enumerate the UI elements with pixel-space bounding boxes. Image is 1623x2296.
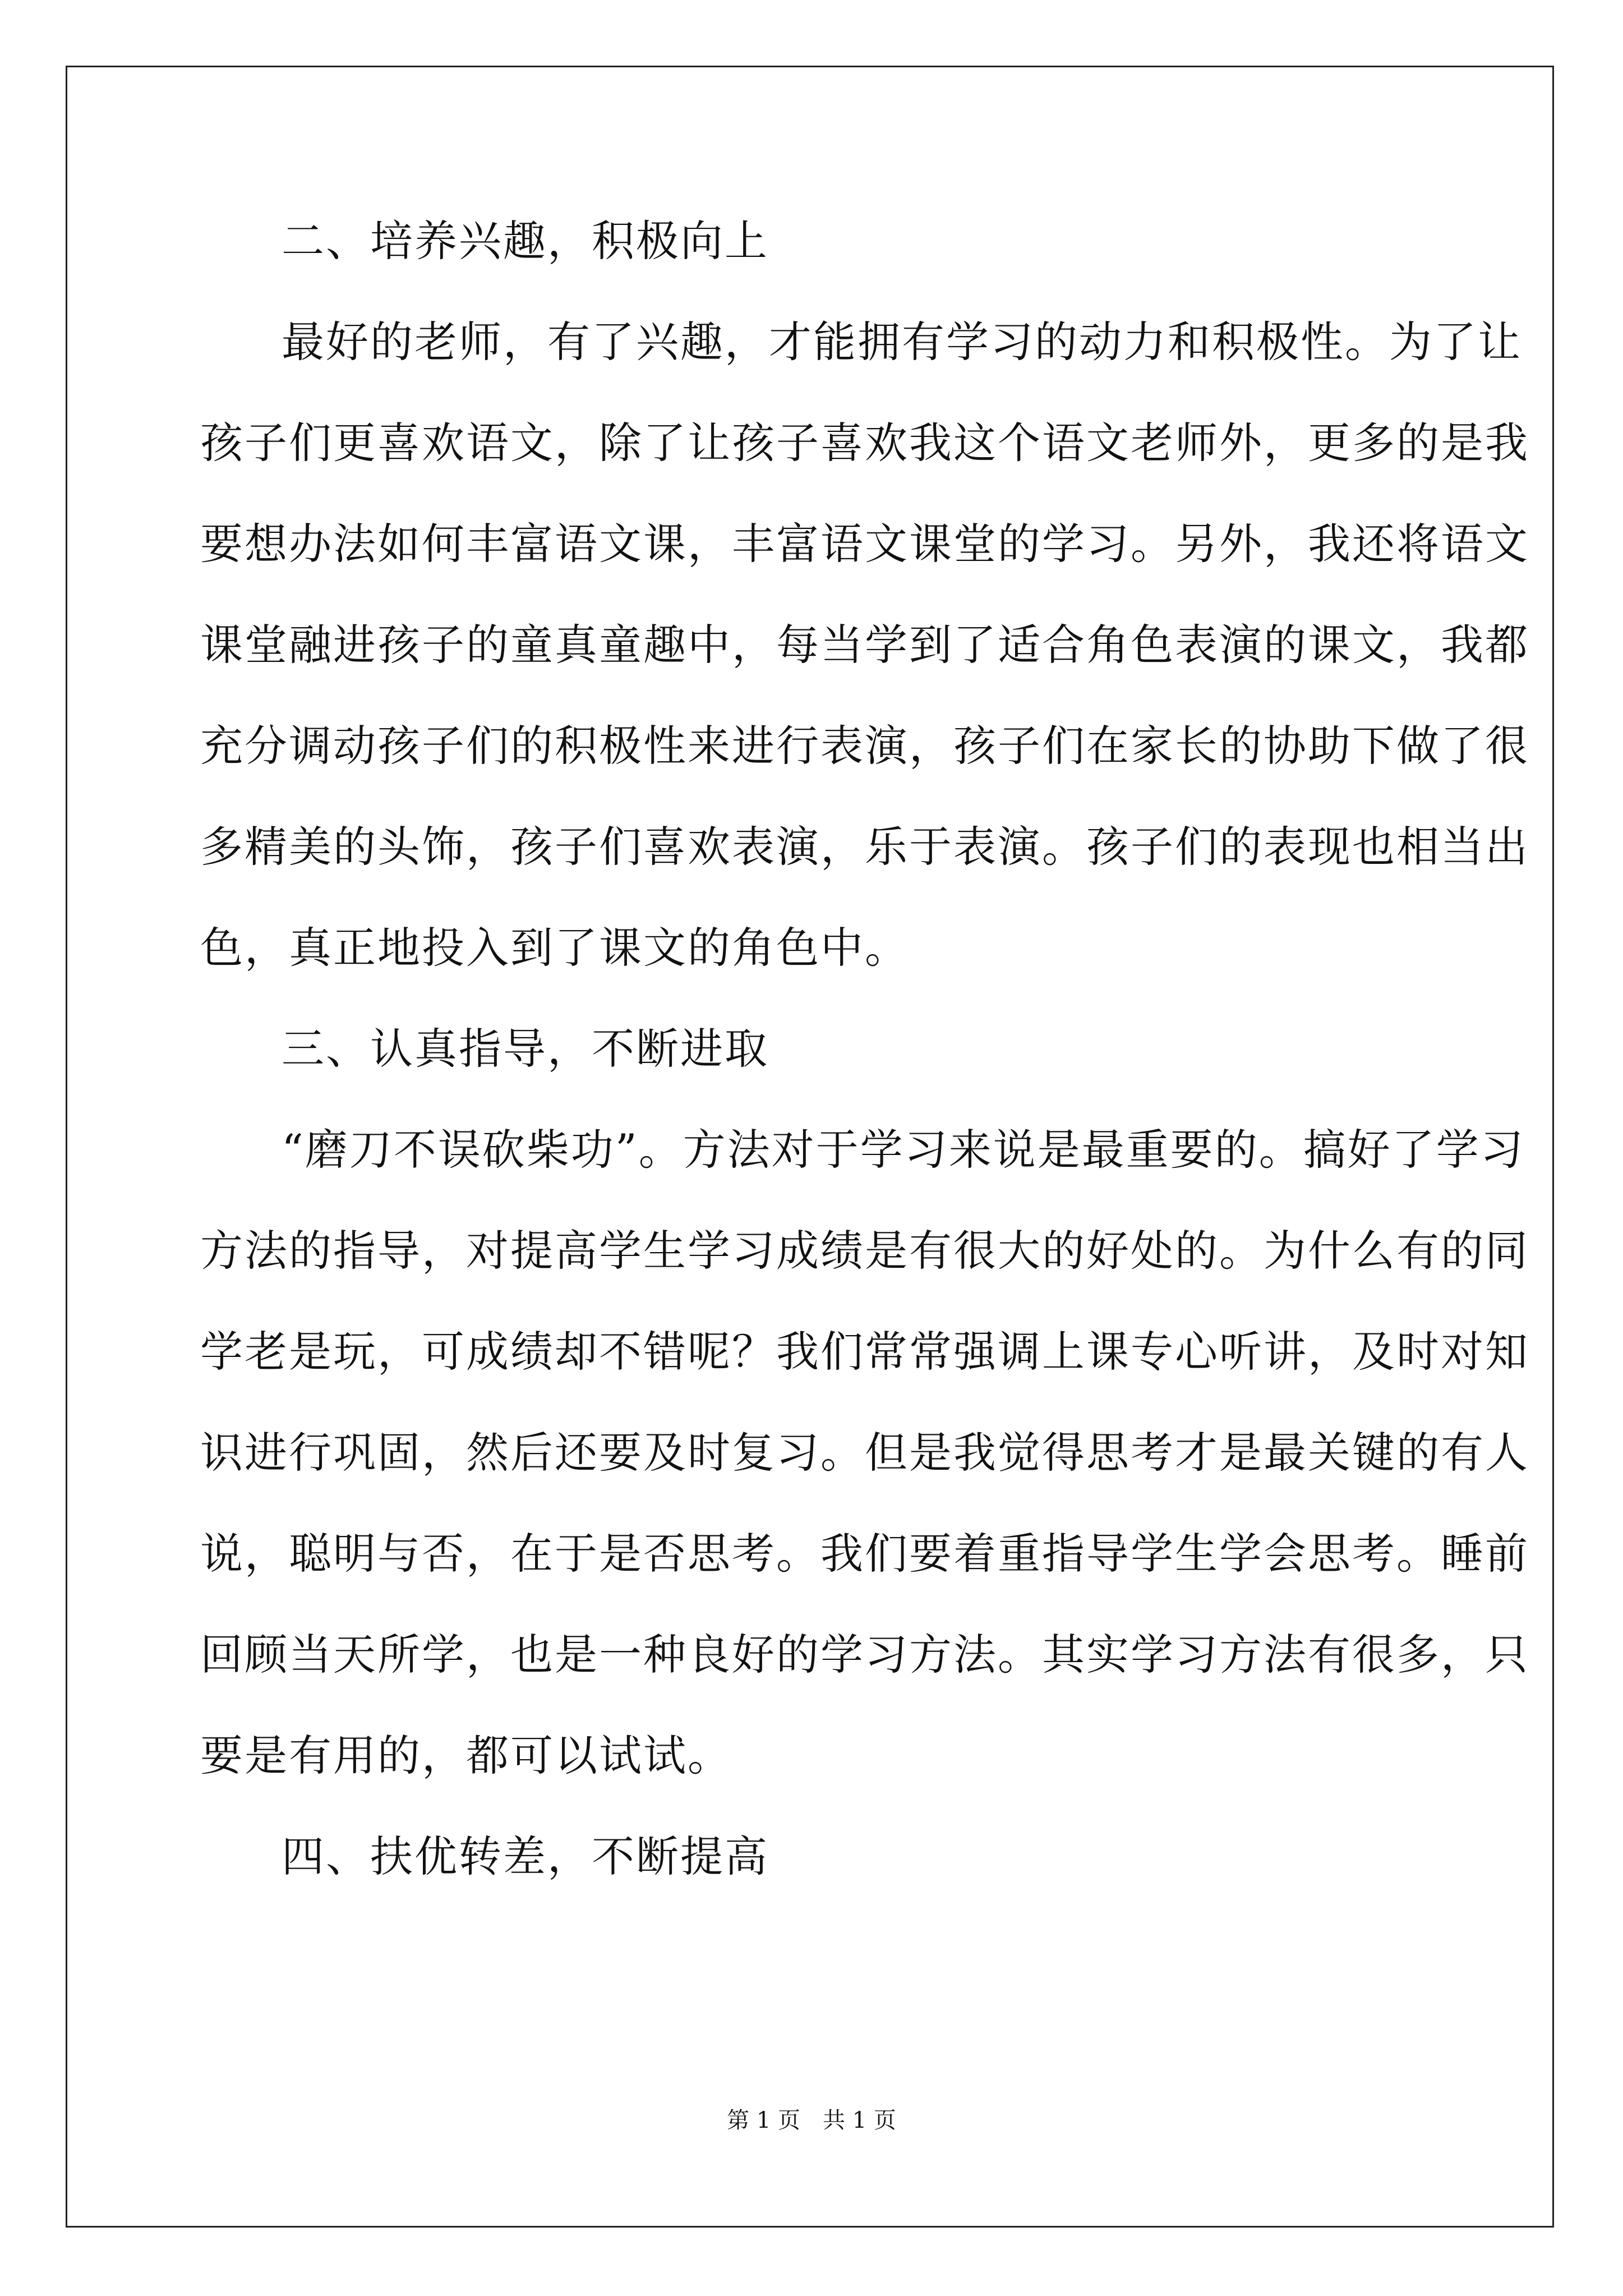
paragraph-line: 回顾当天所学，也是一种良好的学习方法。其实学习方法有很多，只 xyxy=(200,1630,1529,1680)
section-heading-2: 二、培养兴趣，积极向上 xyxy=(282,216,769,266)
paragraph-line: 学老是玩，可成绩却不错呢？我们常常强调上课专心听讲，及时对知 xyxy=(200,1327,1529,1377)
paragraph-line: 识进行巩固，然后还要及时复习。但是我觉得思考才是最关键的有人 xyxy=(200,1428,1529,1478)
paragraph-line: 色，真正地投入到了课文的角色中。 xyxy=(200,923,909,973)
paragraph-line: 方法的指导，对提高学生学习成绩是有很大的好处的。为什么有的同 xyxy=(200,1226,1529,1276)
paragraph-line: 充分调动孩子们的积极性来进行表演，孩子们在家长的协助下做了很 xyxy=(200,721,1529,771)
paragraph-line: 课堂融进孩子的童真童趣中，每当学到了适合角色表演的课文，我都 xyxy=(200,620,1529,670)
paragraph-line: 要是有用的，都可以试试。 xyxy=(200,1731,732,1780)
paragraph-line: 多精美的头饰，孩子们喜欢表演，乐于表演。孩子们的表现也相当出 xyxy=(200,822,1529,872)
paragraph-line: 说，聪明与否，在于是否思考。我们要着重指导学生学会思考。睡前 xyxy=(200,1529,1529,1579)
paragraph-line: 最好的老师，有了兴趣，才能拥有学习的动力和积极性。为了让 xyxy=(282,317,1522,367)
page-number: 第 1 页 xyxy=(727,2108,800,2133)
paragraph-line: “磨刀不误砍柴功”。方法对于学习来说是最重要的。搞好了学习 xyxy=(282,1125,1525,1175)
page-footer xyxy=(0,2104,1623,2137)
section-heading-3: 三、认真指导，不断进取 xyxy=(282,1024,769,1074)
paragraph-line: 要想办法如何丰富语文课，丰富语文课堂的学习。另外，我还将语文 xyxy=(200,519,1529,569)
paragraph-line: 孩子们更喜欢语文，除了让孩子喜欢我这个语文老师外，更多的是我 xyxy=(200,418,1529,468)
page-total: 共 1 页 xyxy=(823,2108,896,2133)
section-heading-4: 四、扶优转差，不断提高 xyxy=(282,1832,769,1881)
